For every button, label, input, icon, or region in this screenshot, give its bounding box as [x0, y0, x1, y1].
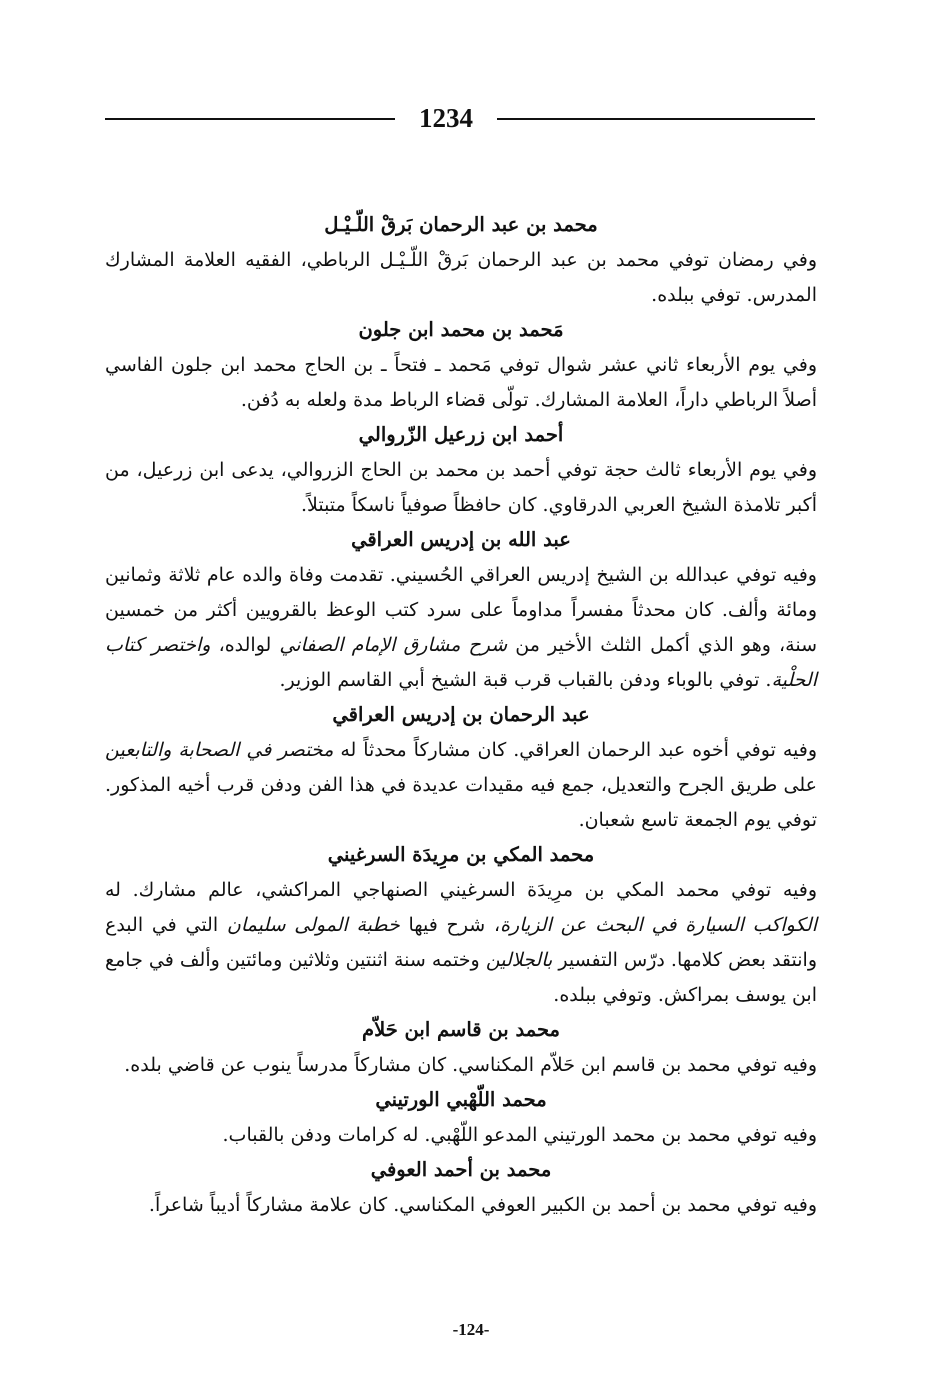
header-rule-right: [497, 118, 815, 120]
book-title: واختصر كتاب الحلْية: [105, 634, 817, 691]
entry-text: . توفي بالوباء ودفن بالقباب قرب قبة الشيخ أبي القاسم الوزير.: [279, 669, 772, 691]
book-title: الكواكب السيارة في البحث عن الزيارة: [500, 914, 817, 936]
header-year: 1234: [419, 103, 473, 133]
entry-title: مَحمد بن محمد ابن جلون: [358, 318, 564, 341]
entry-text: وختمه سنة اثنتين وثلاثين ومائتين وألف في جامع ابن يوسف بمراكش. وتوفي ببلده.: [105, 949, 817, 1006]
book-title: بالجلالين: [485, 949, 553, 971]
entry-text: وفيه توفي محمد المكي بن مرِيدَة السرغيني الصنهاجي المراكشي، عالم مشارك. له: [105, 879, 817, 901]
entry-title: أحمد ابن زرعيل الزّروالي: [358, 423, 564, 446]
entry-title: محمد بن أحمد العوفي: [370, 1158, 552, 1181]
entry-body: وفي يوم الأربعاء ثالث حجة توفي أحمد بن محمد بن الحاج الزروالي، يدعى ابن زرعيل، من أكبر تلامذة الشيخ العربي الدرقاوي. كان حافظاً صوفياً ناسكاً متبتلاً.: [105, 459, 817, 516]
header-rule-left: [105, 118, 395, 120]
entry-text: ، شرح فيها: [399, 914, 501, 936]
entry-body: [105, 873, 817, 1013]
page-number: -124-: [452, 1320, 490, 1339]
entry-body: وفيه توفي محمد بن محمد الورتيني المدعو اللّهْبي. له كرامات ودفن بالقباب.: [222, 1124, 817, 1146]
book-title: خطبة المولى سليمان: [226, 914, 400, 936]
entry-title: عبد الرحمان بن إدريس العراقي: [332, 703, 590, 726]
entries-column: [105, 208, 817, 1223]
entry-title: محمد اللّهْبي الورتيني: [375, 1088, 547, 1111]
entry-body: وفي رمضان توفي محمد بن عبد الرحمان بَرقْ اللّـيْـل الرباطي، الفقيه العلامة المشارك المدرس. توفي ببلده.: [105, 249, 817, 306]
book-title: شرح مشارق الإمام الصفاني: [279, 634, 508, 656]
entry-text: على طريق الجرح والتعديل، جمع فيه مقيدات عديدة في هذا الفن ودفن قرب أخيه المذكور. توفي يوم الجمعة تاسع شعبان.: [105, 774, 817, 831]
entry-body: وفيه توفي محمد بن قاسم ابن حَلاّم المكناسي. كان مشاركاً مدرساً ينوب عن قاضي بلده.: [124, 1054, 817, 1076]
entry-title: محمد المكي بن مرِيدَة السرغيني: [327, 843, 595, 866]
entry-text: وفيه توفي أخوه عبد الرحمان العراقي. كان مشاركاً محدثاً له: [333, 739, 817, 761]
book-title: مختصر في الصحابة والتابعين: [105, 739, 334, 761]
entry-text: التي في البدع وانتقد بعض كلامها. درّس التفسير: [105, 914, 818, 971]
entry-text: وفيه توفي عبدالله بن الشيخ إدريس العراقي الحُسيني. تقدمت وفاة والده عام ثلاثة وثمانين ومائة وألف. كان محدثاً مفسراً مداوماً على سرد كتب الوعظ بالقرويين أكثر من خمسين سنة، وهو الذي أكمل الثلث الأخير من: [105, 564, 817, 656]
entry-title: محمد بن عبد الرحمان بَرقْ اللّـيْـل: [324, 213, 598, 236]
page-header: [105, 98, 815, 138]
entry-body: وفي يوم الأربعاء ثاني عشر شوال توفي مَحمد ـ فتحاً ـ بن الحاج محمد ابن جلون الفاسي أصلاً الرباطي داراً، العلامة المشارك. تولّى قضاء الرباط مدة ولعله به دُفن.: [105, 354, 817, 411]
entry-body: [105, 733, 817, 838]
entry-text: لوالده،: [210, 634, 280, 656]
entry-title: محمد بن قاسم ابن حَلاّم: [362, 1018, 560, 1041]
entry-body: [105, 558, 817, 698]
entry-body: وفيه توفي محمد بن أحمد بن الكبير العوفي المكناسي. كان علامة مشاركاً أديباً شاعراً.: [148, 1194, 817, 1216]
entry-title: عبد الله بن إدريس العراقي: [351, 528, 571, 551]
